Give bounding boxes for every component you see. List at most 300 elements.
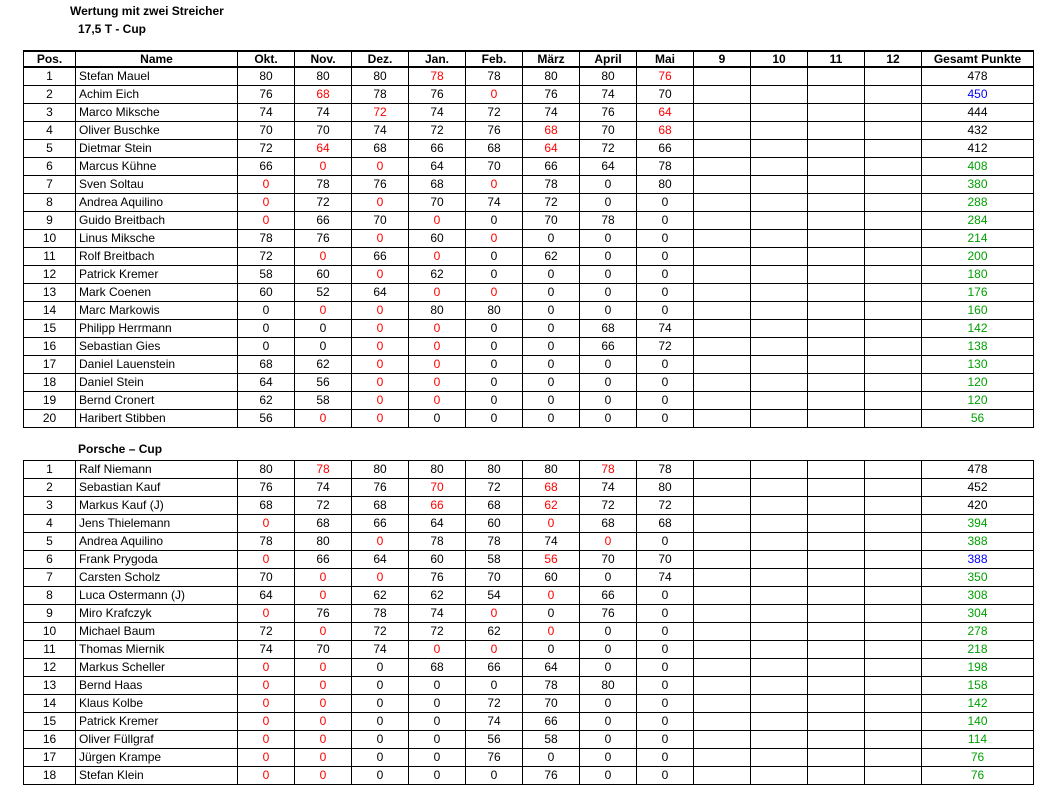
empty-score-cell <box>808 587 865 605</box>
score-cell: 70 <box>637 86 694 104</box>
column-header: 10 <box>751 51 808 67</box>
empty-score-cell <box>808 320 865 338</box>
name-cell: Marcus Kühne <box>76 158 238 176</box>
name-cell: Patrick Kremer <box>76 266 238 284</box>
position-cell: 15 <box>24 320 76 338</box>
empty-score-cell <box>865 713 922 731</box>
empty-score-cell <box>694 67 751 86</box>
column-header: 9 <box>694 51 751 67</box>
empty-score-cell <box>694 320 751 338</box>
score-cell: 0 <box>580 266 637 284</box>
score-cell: 0 <box>352 356 409 374</box>
column-header: Pos. <box>24 51 76 67</box>
score-cell: 70 <box>580 122 637 140</box>
position-cell: 9 <box>24 605 76 623</box>
position-cell: 1 <box>24 461 76 479</box>
score-cell: 0 <box>352 158 409 176</box>
score-cell: 0 <box>352 677 409 695</box>
position-cell: 19 <box>24 392 76 410</box>
score-cell: 0 <box>295 569 352 587</box>
score-cell: 0 <box>637 230 694 248</box>
column-header: März <box>523 51 580 67</box>
score-cell: 66 <box>409 497 466 515</box>
score-cell: 74 <box>238 104 295 122</box>
score-cell: 78 <box>238 533 295 551</box>
score-cell: 0 <box>466 284 523 302</box>
score-cell: 76 <box>523 86 580 104</box>
standings-table-cup2 <box>23 460 1034 785</box>
score-cell: 0 <box>637 677 694 695</box>
score-cell: 0 <box>238 302 295 320</box>
position-cell: 5 <box>24 533 76 551</box>
empty-score-cell <box>694 623 751 641</box>
empty-score-cell <box>751 104 808 122</box>
score-cell: 66 <box>466 659 523 677</box>
column-header: Nov. <box>295 51 352 67</box>
score-cell: 78 <box>352 605 409 623</box>
score-cell: 74 <box>295 479 352 497</box>
table-row <box>24 176 1034 194</box>
score-cell: 62 <box>466 623 523 641</box>
score-cell: 0 <box>466 86 523 104</box>
total-cell: 444 <box>922 104 1034 122</box>
score-cell: 0 <box>295 410 352 428</box>
empty-score-cell <box>808 302 865 320</box>
score-cell: 72 <box>238 623 295 641</box>
score-cell: 0 <box>637 356 694 374</box>
table-row <box>24 497 1034 515</box>
empty-score-cell <box>808 461 865 479</box>
empty-score-cell <box>694 266 751 284</box>
score-cell: 0 <box>238 677 295 695</box>
table-row <box>24 641 1034 659</box>
score-cell: 72 <box>637 497 694 515</box>
score-cell: 0 <box>295 659 352 677</box>
score-cell: 0 <box>352 569 409 587</box>
empty-score-cell <box>808 731 865 749</box>
empty-score-cell <box>808 641 865 659</box>
table-row <box>24 587 1034 605</box>
total-cell: 130 <box>922 356 1034 374</box>
score-cell: 80 <box>580 67 637 86</box>
score-cell: 58 <box>466 551 523 569</box>
score-cell: 70 <box>466 158 523 176</box>
table-row <box>24 158 1034 176</box>
empty-score-cell <box>694 104 751 122</box>
score-cell: 0 <box>637 374 694 392</box>
score-cell: 0 <box>637 212 694 230</box>
score-cell: 76 <box>352 176 409 194</box>
position-cell: 6 <box>24 158 76 176</box>
score-cell: 68 <box>580 515 637 533</box>
empty-score-cell <box>694 677 751 695</box>
empty-score-cell <box>751 122 808 140</box>
empty-score-cell <box>808 176 865 194</box>
total-cell: 388 <box>922 551 1034 569</box>
position-cell: 16 <box>24 731 76 749</box>
score-cell: 74 <box>466 713 523 731</box>
position-cell: 7 <box>24 569 76 587</box>
empty-score-cell <box>808 713 865 731</box>
score-cell: 80 <box>523 67 580 86</box>
empty-score-cell <box>694 695 751 713</box>
score-cell: 0 <box>238 749 295 767</box>
position-cell: 2 <box>24 479 76 497</box>
total-cell: 160 <box>922 302 1034 320</box>
total-cell: 158 <box>922 677 1034 695</box>
total-cell: 142 <box>922 320 1034 338</box>
score-cell: 56 <box>238 410 295 428</box>
score-cell: 68 <box>409 659 466 677</box>
score-cell: 0 <box>238 659 295 677</box>
name-cell: Sven Soltau <box>76 176 238 194</box>
position-cell: 13 <box>24 284 76 302</box>
score-cell: 70 <box>637 551 694 569</box>
name-cell: Bernd Cronert <box>76 392 238 410</box>
table-row <box>24 230 1034 248</box>
empty-score-cell <box>865 515 922 533</box>
empty-score-cell <box>751 713 808 731</box>
empty-score-cell <box>751 497 808 515</box>
score-cell: 80 <box>295 533 352 551</box>
empty-score-cell <box>808 659 865 677</box>
position-cell: 5 <box>24 140 76 158</box>
score-cell: 62 <box>523 248 580 266</box>
empty-score-cell <box>694 551 751 569</box>
empty-score-cell <box>694 284 751 302</box>
score-cell: 0 <box>352 266 409 284</box>
score-cell: 0 <box>466 767 523 785</box>
score-cell: 0 <box>523 623 580 641</box>
score-cell: 0 <box>238 194 295 212</box>
score-cell: 80 <box>580 677 637 695</box>
name-cell: Guido Breitbach <box>76 212 238 230</box>
score-cell: 0 <box>409 248 466 266</box>
table-row <box>24 731 1034 749</box>
total-cell: 142 <box>922 695 1034 713</box>
score-cell: 72 <box>295 194 352 212</box>
table-row <box>24 266 1034 284</box>
score-cell: 66 <box>409 140 466 158</box>
table-row <box>24 569 1034 587</box>
score-cell: 72 <box>580 140 637 158</box>
score-cell: 70 <box>238 122 295 140</box>
score-cell: 0 <box>637 749 694 767</box>
empty-score-cell <box>751 284 808 302</box>
empty-score-cell <box>808 374 865 392</box>
empty-score-cell <box>751 320 808 338</box>
score-cell: 0 <box>580 533 637 551</box>
total-cell: 288 <box>922 194 1034 212</box>
position-cell: 11 <box>24 641 76 659</box>
score-cell: 74 <box>409 605 466 623</box>
score-cell: 74 <box>238 641 295 659</box>
empty-score-cell <box>808 248 865 266</box>
empty-score-cell <box>751 587 808 605</box>
empty-score-cell <box>751 695 808 713</box>
table-row <box>24 212 1034 230</box>
score-cell: 76 <box>238 86 295 104</box>
score-cell: 64 <box>352 551 409 569</box>
table-row <box>24 194 1034 212</box>
score-cell: 66 <box>352 248 409 266</box>
score-cell: 76 <box>409 86 466 104</box>
empty-score-cell <box>694 338 751 356</box>
score-cell: 64 <box>523 659 580 677</box>
score-cell: 0 <box>466 338 523 356</box>
empty-score-cell <box>808 623 865 641</box>
score-cell: 0 <box>637 731 694 749</box>
score-cell: 74 <box>580 86 637 104</box>
empty-score-cell <box>865 158 922 176</box>
score-cell: 0 <box>523 587 580 605</box>
empty-score-cell <box>694 767 751 785</box>
score-cell: 0 <box>637 605 694 623</box>
empty-score-cell <box>694 392 751 410</box>
empty-score-cell <box>808 497 865 515</box>
total-cell: 200 <box>922 248 1034 266</box>
score-cell: 0 <box>637 248 694 266</box>
empty-score-cell <box>694 497 751 515</box>
score-cell: 64 <box>523 140 580 158</box>
position-cell: 17 <box>24 356 76 374</box>
score-cell: 0 <box>409 284 466 302</box>
empty-score-cell <box>808 104 865 122</box>
score-cell: 0 <box>466 266 523 284</box>
score-cell: 0 <box>580 392 637 410</box>
name-cell: Jens Thielemann <box>76 515 238 533</box>
position-cell: 3 <box>24 497 76 515</box>
empty-score-cell <box>865 605 922 623</box>
score-cell: 0 <box>352 374 409 392</box>
name-cell: Markus Scheller <box>76 659 238 677</box>
empty-score-cell <box>694 713 751 731</box>
table-header-row <box>24 51 1034 67</box>
empty-score-cell <box>694 731 751 749</box>
name-cell: Daniel Stein <box>76 374 238 392</box>
score-cell: 0 <box>352 695 409 713</box>
score-cell: 68 <box>580 320 637 338</box>
empty-score-cell <box>694 176 751 194</box>
table-row <box>24 320 1034 338</box>
name-cell: Marc Markowis <box>76 302 238 320</box>
score-cell: 0 <box>352 302 409 320</box>
score-cell: 68 <box>409 176 466 194</box>
column-header: April <box>580 51 637 67</box>
table-row <box>24 479 1034 497</box>
position-cell: 14 <box>24 302 76 320</box>
score-cell: 0 <box>409 410 466 428</box>
empty-score-cell <box>751 266 808 284</box>
score-cell: 60 <box>523 569 580 587</box>
name-cell: Thomas Miernik <box>76 641 238 659</box>
empty-score-cell <box>865 587 922 605</box>
column-header: Jan. <box>409 51 466 67</box>
table-row <box>24 338 1034 356</box>
score-cell: 80 <box>637 479 694 497</box>
empty-score-cell <box>694 302 751 320</box>
empty-score-cell <box>751 623 808 641</box>
empty-score-cell <box>751 659 808 677</box>
score-cell: 64 <box>238 587 295 605</box>
table-row <box>24 515 1034 533</box>
score-cell: 0 <box>409 338 466 356</box>
score-cell: 0 <box>637 533 694 551</box>
empty-score-cell <box>694 374 751 392</box>
score-cell: 0 <box>295 302 352 320</box>
score-cell: 68 <box>295 515 352 533</box>
position-cell: 8 <box>24 194 76 212</box>
total-cell: 120 <box>922 374 1034 392</box>
score-cell: 72 <box>295 497 352 515</box>
column-header: Mai <box>637 51 694 67</box>
empty-score-cell <box>694 641 751 659</box>
empty-score-cell <box>865 497 922 515</box>
empty-score-cell <box>751 158 808 176</box>
position-cell: 11 <box>24 248 76 266</box>
score-cell: 0 <box>466 392 523 410</box>
score-cell: 0 <box>295 731 352 749</box>
total-cell: 278 <box>922 623 1034 641</box>
empty-score-cell <box>751 356 808 374</box>
score-cell: 0 <box>295 587 352 605</box>
empty-score-cell <box>865 551 922 569</box>
table-row <box>24 140 1034 158</box>
score-cell: 0 <box>466 374 523 392</box>
score-cell: 0 <box>637 641 694 659</box>
empty-score-cell <box>865 194 922 212</box>
empty-score-cell <box>751 461 808 479</box>
empty-score-cell <box>865 122 922 140</box>
empty-score-cell <box>865 86 922 104</box>
score-cell: 78 <box>466 533 523 551</box>
score-cell: 0 <box>295 713 352 731</box>
score-cell: 0 <box>238 551 295 569</box>
empty-score-cell <box>808 158 865 176</box>
score-cell: 0 <box>295 623 352 641</box>
score-cell: 0 <box>523 515 580 533</box>
score-cell: 0 <box>580 659 637 677</box>
score-cell: 0 <box>523 320 580 338</box>
table-row <box>24 533 1034 551</box>
score-cell: 0 <box>580 695 637 713</box>
score-cell: 68 <box>466 140 523 158</box>
name-cell: Philipp Herrmann <box>76 320 238 338</box>
score-cell: 0 <box>409 731 466 749</box>
total-cell: 198 <box>922 659 1034 677</box>
total-cell: 76 <box>922 749 1034 767</box>
score-cell: 68 <box>523 479 580 497</box>
empty-score-cell <box>694 587 751 605</box>
score-cell: 78 <box>409 67 466 86</box>
score-cell: 62 <box>409 587 466 605</box>
total-cell: 412 <box>922 140 1034 158</box>
name-cell: Bernd Haas <box>76 677 238 695</box>
score-cell: 0 <box>238 731 295 749</box>
score-cell: 0 <box>637 302 694 320</box>
score-cell: 0 <box>523 284 580 302</box>
score-cell: 80 <box>409 461 466 479</box>
score-cell: 0 <box>409 713 466 731</box>
empty-score-cell <box>751 176 808 194</box>
score-cell: 74 <box>637 569 694 587</box>
score-cell: 0 <box>409 695 466 713</box>
score-cell: 72 <box>466 695 523 713</box>
score-cell: 76 <box>580 104 637 122</box>
name-cell: Oliver Buschke <box>76 122 238 140</box>
position-cell: 13 <box>24 677 76 695</box>
position-cell: 10 <box>24 623 76 641</box>
empty-score-cell <box>751 749 808 767</box>
score-cell: 0 <box>352 320 409 338</box>
name-cell: Klaus Kolbe <box>76 695 238 713</box>
position-cell: 7 <box>24 176 76 194</box>
score-cell: 74 <box>637 320 694 338</box>
empty-score-cell <box>751 569 808 587</box>
name-cell: Dietmar Stein <box>76 140 238 158</box>
score-cell: 0 <box>295 320 352 338</box>
score-cell: 0 <box>580 374 637 392</box>
position-cell: 17 <box>24 749 76 767</box>
total-cell: 350 <box>922 569 1034 587</box>
empty-score-cell <box>694 86 751 104</box>
position-cell: 3 <box>24 104 76 122</box>
column-header: Feb. <box>466 51 523 67</box>
empty-score-cell <box>694 410 751 428</box>
score-cell: 56 <box>466 731 523 749</box>
score-cell: 60 <box>409 551 466 569</box>
score-cell: 66 <box>523 713 580 731</box>
score-cell: 0 <box>352 731 409 749</box>
score-cell: 72 <box>523 194 580 212</box>
score-cell: 66 <box>637 140 694 158</box>
table-row <box>24 392 1034 410</box>
name-cell: Haribert Stibben <box>76 410 238 428</box>
score-cell: 62 <box>352 587 409 605</box>
score-cell: 80 <box>466 302 523 320</box>
empty-score-cell <box>808 695 865 713</box>
table-row <box>24 410 1034 428</box>
empty-score-cell <box>865 104 922 122</box>
score-cell: 0 <box>409 320 466 338</box>
empty-score-cell <box>751 248 808 266</box>
table-row <box>24 86 1034 104</box>
score-cell: 0 <box>238 695 295 713</box>
score-cell: 0 <box>352 230 409 248</box>
score-cell: 62 <box>238 392 295 410</box>
score-cell: 78 <box>352 86 409 104</box>
table-row <box>24 374 1034 392</box>
cup2-title: Porsche – Cup <box>78 442 163 456</box>
total-cell: 394 <box>922 515 1034 533</box>
score-cell: 0 <box>352 713 409 731</box>
score-cell: 0 <box>295 695 352 713</box>
column-header: Dez. <box>352 51 409 67</box>
empty-score-cell <box>751 212 808 230</box>
position-cell: 8 <box>24 587 76 605</box>
empty-score-cell <box>865 767 922 785</box>
score-cell: 0 <box>238 713 295 731</box>
total-cell: 304 <box>922 605 1034 623</box>
score-cell: 0 <box>580 284 637 302</box>
empty-score-cell <box>751 533 808 551</box>
empty-score-cell <box>865 374 922 392</box>
score-cell: 74 <box>523 104 580 122</box>
empty-score-cell <box>808 569 865 587</box>
position-cell: 12 <box>24 659 76 677</box>
empty-score-cell <box>751 338 808 356</box>
score-cell: 0 <box>238 767 295 785</box>
